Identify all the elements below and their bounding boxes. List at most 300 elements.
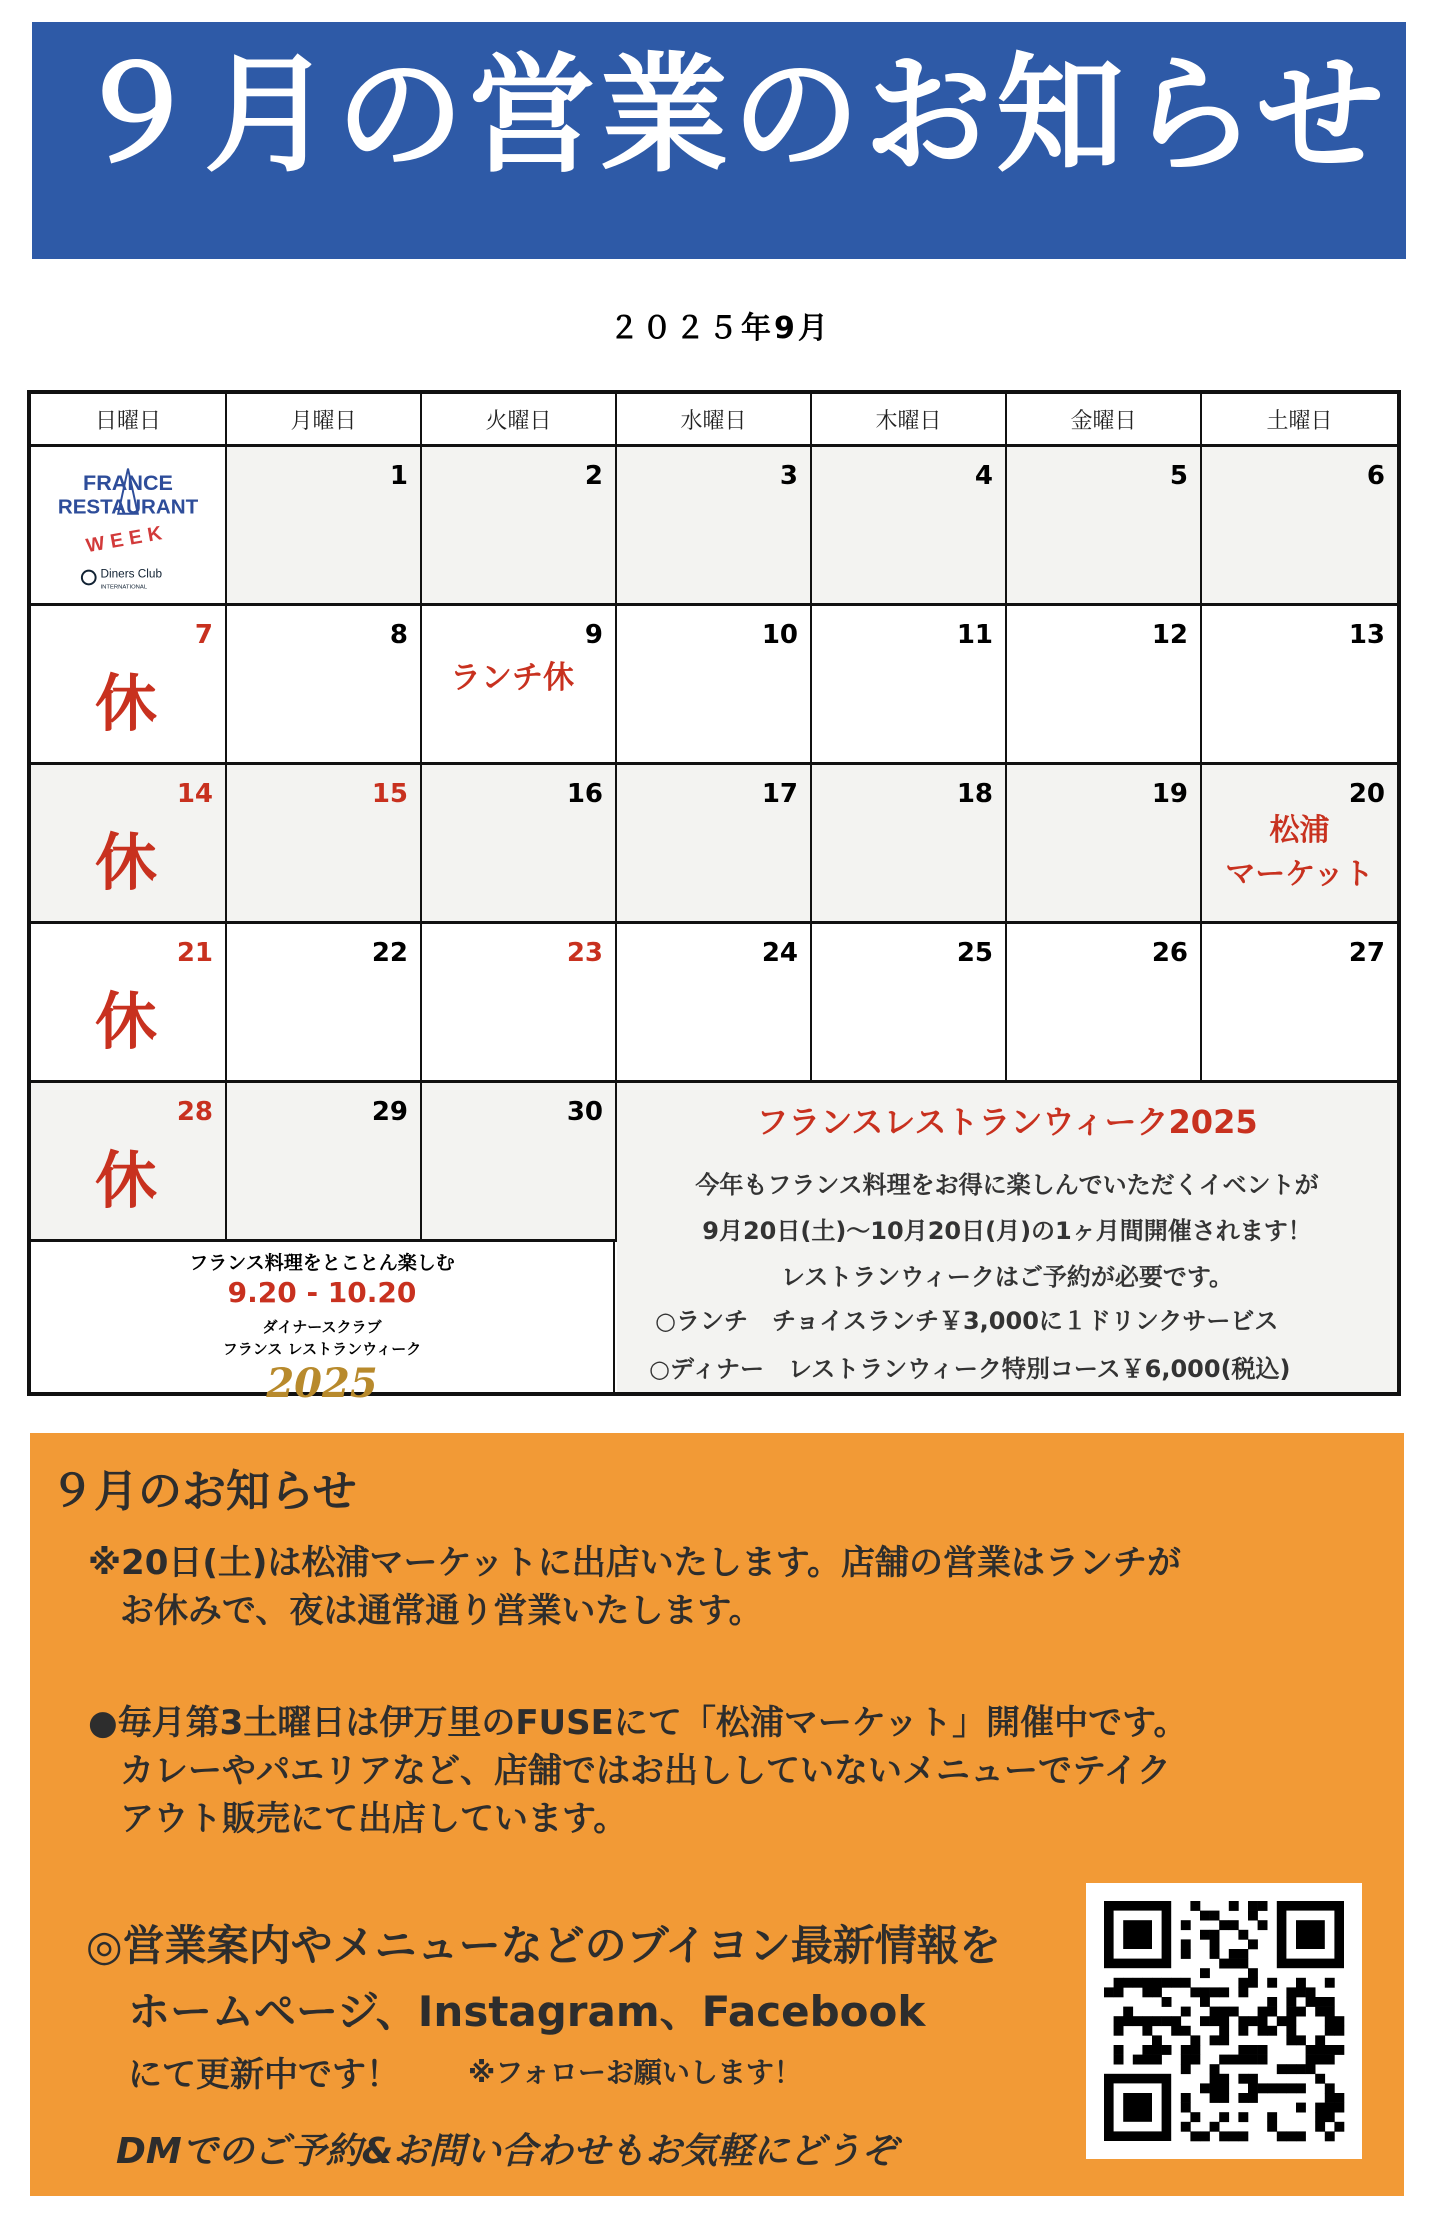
qr-module [1248,2074,1258,2084]
promo-sponsor: ダイナースクラブ [262,1318,382,1336]
qr-module [1190,2131,1200,2141]
qr-module [1219,2112,1229,2122]
qr-module [1133,1978,1143,1988]
day-number: 14 [176,779,213,809]
qr-module [1114,2055,1124,2065]
qr-module [1315,2055,1325,2065]
day-number: 15 [371,779,408,809]
day-number: 13 [1348,620,1385,650]
qr-module [1334,2016,1344,2026]
qr-module [1248,2016,1258,2026]
qr-module [1190,1987,1200,1997]
qr-module [1210,1930,1220,1940]
qr-module [1238,2016,1248,2026]
qr-module [1152,1978,1162,1988]
qr-module [1152,2016,1162,2026]
day-cell [1007,447,1202,606]
qr-module [1258,2083,1268,2093]
day-number: 2 [584,461,603,491]
qr-module [1142,2026,1152,2036]
notice-panel [30,1433,1404,2196]
qr-module [1162,2045,1172,2055]
qr-module [1181,1920,1191,1930]
qr-module [1210,1939,1220,1949]
day-cell [227,447,422,606]
qr-module [1325,2103,1335,2113]
qr-module [1210,2122,1220,2132]
qr-module [1171,2016,1181,2026]
qr-module [1315,2035,1325,2045]
lunch-closed-label: ランチ休 [450,660,574,696]
title-banner [32,22,1406,259]
day-cell [227,765,422,924]
event-description-line: 9月20日(土)〜10月20日(月)の1ヶ月間開催されます！ [702,1217,1312,1245]
qr-module [1325,1978,1335,1988]
qr-module [1248,1911,1258,1921]
qr-module [1190,2045,1200,2055]
qr-module [1181,2055,1191,2065]
qr-module [1171,2026,1181,2036]
qr-module [1210,2035,1220,2045]
qr-module [1296,2131,1306,2141]
promo-banner [31,1242,615,1407]
qr-module [1248,2093,1258,2103]
qr-module [1267,2112,1277,2122]
promo-event-name: フランス レストランウィーク [222,1340,422,1358]
day-number: 26 [1151,938,1188,968]
svg-text:FRANCE: FRANCE [83,470,173,496]
day-number: 27 [1348,938,1385,968]
qr-module [1238,2093,1248,2103]
qr-module [1238,1959,1248,1969]
day-cell [1007,606,1202,765]
qr-module [1286,2026,1296,2036]
calendar-grid [31,394,1397,1407]
event-description-line: 今年もフランス料理をお得に楽しんでいただくイベントが [695,1171,1319,1199]
qr-module [1181,2026,1191,2036]
qr-module [1219,2093,1229,2103]
svg-text:RESTAURANT: RESTAURANT [57,495,199,519]
qr-module [1123,2093,1152,2122]
day-number: 10 [761,620,798,650]
qr-module [1152,1987,1162,1997]
qr-module [1286,2064,1296,2074]
qr-module [1219,1959,1229,1969]
day-number: 5 [1169,461,1188,491]
qr-module [1258,2016,1268,2026]
qr-module [1229,2055,1239,2065]
day-cell [812,606,1007,765]
qr-module [1123,2016,1133,2026]
qr-module [1181,1939,1191,1949]
qr-module [1200,2131,1210,2141]
day-cell [422,765,617,924]
day-number: 24 [761,938,798,968]
follow-request: ※フォローお願いします！ [468,2056,802,2089]
notice-text: カレーやパエリアなど、店舗ではお出ししていないメニューでテイク [120,1751,1171,1791]
day-number: 9 [584,620,603,650]
qr-module [1219,2026,1229,2036]
day-cell [31,606,227,765]
qr-module [1296,2064,1306,2074]
day-number: 20 [1348,779,1385,809]
weekday-wednesday: 水曜日 [617,394,812,447]
qr-module [1181,1949,1191,1959]
qr-module [1219,1987,1229,1997]
qr-module [1238,2074,1248,2084]
qr-module [1181,2093,1191,2103]
qr-module [1190,2112,1200,2122]
qr-module [1315,2074,1325,2084]
day-number: 7 [194,620,213,650]
qr-module [1315,1997,1325,2007]
qr-module [1219,2083,1229,2093]
qr-module [1229,2131,1239,2141]
qr-module [1296,1920,1325,1949]
day-cell [422,447,617,606]
qr-module [1181,2122,1191,2132]
qr-module [1315,2103,1325,2113]
event-info-box [617,1083,1397,1392]
qr-module [1258,1901,1268,1911]
day-number: 12 [1151,620,1188,650]
qr-module [1123,1920,1152,1949]
qr-module [1210,2093,1220,2103]
day-number: 16 [566,779,603,809]
day-cell [422,606,617,765]
qr-module [1334,2045,1344,2055]
qr-module [1238,1978,1248,1988]
qr-module [1162,2016,1172,2026]
logo-cell [31,447,227,606]
day-cell [617,924,812,1083]
day-cell [812,765,1007,924]
day-cell [617,765,812,924]
qr-module [1200,2083,1210,2093]
day-number: 19 [1151,779,1188,809]
calendar [27,390,1401,1407]
qr-module [1219,2007,1229,2017]
qr-module [1296,1978,1306,1988]
qr-module [1123,2007,1133,2017]
qr-module [1219,2035,1229,2045]
promo-dates: 9.20 - 10.20 [227,1276,417,1309]
france-restaurant-week-logo [31,447,225,603]
qr-module [1258,2045,1268,2055]
qr-module [1286,1987,1296,1997]
qr-module [1210,1949,1220,1959]
day-number: 3 [779,461,798,491]
day-cell [1202,924,1397,1083]
qr-module [1229,1920,1239,1930]
svg-text:Diners Club: Diners Club [100,567,162,581]
qr-module [1334,2103,1344,2113]
qr-module [1219,2055,1229,2065]
qr-module [1325,2007,1335,2017]
qr-module [1114,2016,1124,2026]
qr-module [1229,1959,1239,1969]
qr-module [1229,1949,1239,1959]
qr-module [1210,2016,1220,2026]
day-number: 17 [761,779,798,809]
qr-module [1200,1911,1210,1921]
day-number: 23 [566,938,603,968]
qr-module [1248,2055,1258,2065]
qr-module [1219,2016,1229,2026]
qr-module [1325,2055,1335,2065]
weekday-tuesday: 火曜日 [422,394,617,447]
qr-module [1248,2045,1258,2055]
qr-module [1306,1987,1316,1997]
day-cell [1202,765,1397,924]
market-label [1202,809,1397,897]
qr-module [1258,2007,1268,2017]
qr-module [1267,2122,1277,2132]
qr-module [1152,2045,1162,2055]
qr-module [1181,2045,1191,2055]
qr-module [1219,1920,1229,1930]
qr-module [1306,2045,1316,2055]
qr-code[interactable] [1086,1883,1362,2159]
qr-module [1277,2016,1287,2026]
day-number: 21 [176,938,213,968]
qr-module [1267,2083,1277,2093]
qr-module [1248,1901,1258,1911]
day-cell [227,606,422,765]
qr-module [1142,2045,1152,2055]
qr-module [1210,2007,1220,2017]
qr-module [1315,2122,1325,2132]
qr-module [1267,1997,1277,2007]
qr-module [1248,2083,1258,2093]
qr-module [1286,2131,1296,2141]
qr-module [1142,1978,1152,1988]
qr-module [1142,1987,1152,1997]
qr-module [1277,2064,1287,2074]
qr-module [1325,2112,1335,2122]
qr-module [1210,1987,1220,1997]
day-number: 29 [371,1097,408,1127]
qr-module [1238,2026,1248,2036]
qr-module [1267,2026,1277,2036]
svg-text:WEEK: WEEK [84,521,170,558]
day-number: 22 [371,938,408,968]
qr-module [1238,1930,1248,1940]
qr-module [1210,2074,1220,2084]
day-cell [31,924,227,1083]
qr-module [1238,2045,1248,2055]
qr-module [1248,1968,1258,1978]
qr-module [1104,1987,1114,1997]
qr-module [1258,2055,1268,2065]
day-cell [1202,447,1397,606]
qr-module [1296,1987,1306,1997]
holiday-mark: 休 [95,1144,158,1217]
qr-module [1325,1997,1335,2007]
qr-module [1334,2026,1344,2036]
qr-module [1296,2035,1306,2045]
day-number: 1 [389,461,408,491]
qr-module [1152,2035,1162,2045]
qr-module [1181,2064,1191,2074]
day-cell [422,1083,617,1242]
qr-module [1114,1978,1124,1988]
qr-module [1200,1930,1210,1940]
qr-module [1133,2016,1143,2026]
qr-module [1190,2055,1200,2065]
day-number: 6 [1366,461,1385,491]
page-title: ９月の営業のお知らせ [72,41,1389,190]
qr-module [1210,2083,1220,2093]
weekday-sunday: 日曜日 [31,394,227,447]
day-number: 18 [956,779,993,809]
qr-module [1238,1949,1248,1959]
event-description-line: レストランウィークはご予約が必要です。 [781,1263,1233,1291]
qr-module [1123,1978,1133,1988]
qr-module [1296,2007,1306,2017]
market-label-line1: 松浦 [1269,813,1330,848]
svg-text:INTERNATIONAL: INTERNATIONAL [100,584,148,591]
qr-module [1181,2103,1191,2113]
qr-module [1286,2007,1296,2017]
qr-module [1181,2007,1191,2017]
notice-text: ●毎月第3土曜日は伊万里のFUSEにて「松浦マーケット」開催中です。 [88,1703,1188,1743]
qr-code-image[interactable] [1086,1883,1362,2159]
qr-module [1142,2016,1152,2026]
qr-module [1162,1997,1172,2007]
qr-module [1210,1911,1220,1921]
day-cell [812,924,1007,1083]
qr-module [1334,2093,1344,2103]
qr-module [1219,2074,1229,2084]
day-cell [422,924,617,1083]
holiday-mark: 休 [95,826,158,899]
weekday-saturday: 土曜日 [1202,394,1397,447]
qr-module [1325,2131,1335,2141]
qr-module [1142,2055,1152,2065]
market-label-line2: マーケット [1225,857,1374,892]
notice-text: お休みで、夜は通常通り営業いたします。 [120,1591,763,1631]
qr-module [1114,2045,1124,2055]
qr-module [1248,1978,1258,1988]
qr-module [1238,1987,1248,1997]
qr-module [1306,2064,1316,2074]
day-number: 8 [389,620,408,650]
qr-module [1315,2007,1325,2017]
qr-module [1334,2122,1344,2132]
qr-module [1229,2007,1239,2017]
qr-module [1200,2016,1210,2026]
day-number: 30 [566,1097,603,1127]
qr-module [1190,2035,1200,2045]
event-title: フランスレストランウィーク2025 [756,1103,1258,1141]
day-number: 11 [956,620,993,650]
qr-module [1171,1978,1181,1988]
qr-module [1325,2093,1335,2103]
qr-module [1325,2083,1335,2093]
holiday-mark: 休 [95,985,158,1058]
day-cell [31,765,227,924]
qr-module [1325,2016,1335,2026]
qr-module [1229,1901,1239,1911]
day-cell [227,924,422,1083]
dm-contact-text: DMでのご予約&お問い合わせもお気軽にどうぞ [116,2131,898,2172]
qr-module [1325,2026,1335,2036]
notice-title: ９月のお知らせ [50,1466,357,1517]
event-dinner-line: ○ディナー レストランウィーク特別コース￥6,000(税込) [649,1355,1291,1383]
qr-module [1152,2055,1162,2065]
qr-module [1114,1987,1124,1997]
qr-module [1162,1978,1172,1988]
day-cell [227,1083,422,1242]
qr-module [1277,2083,1287,2093]
month-label: ２０２５年9月 [609,311,831,346]
qr-module [1315,2112,1325,2122]
qr-module [1286,1997,1296,2007]
day-cell [617,606,812,765]
qr-module [1286,2035,1296,2045]
day-number: 4 [974,461,993,491]
qr-module [1286,2016,1296,2026]
qr-module [1181,1978,1191,1988]
qr-module [1286,2083,1296,2093]
day-cell [1007,765,1202,924]
day-number: 25 [956,938,993,968]
promo-tagline: フランス料理をとことん楽しむ [189,1252,455,1274]
holiday-mark: 休 [95,667,158,740]
qr-module [1296,2103,1306,2113]
notice-text: ※20日(土)は松浦マーケットに出店いたします。店舗の営業はランチが [88,1543,1182,1583]
qr-module [1219,2131,1229,2141]
info-headline: ◎営業案内やメニューなどのブイヨン最新情報を [86,1921,1001,1970]
event-lunch-line: ○ランチ チョイスランチ￥3,000に１ドリンクサービス [655,1307,1279,1335]
qr-module [1210,2064,1220,2074]
weekday-friday: 金曜日 [1007,394,1202,447]
qr-module [1238,2112,1248,2122]
qr-module [1238,2131,1248,2141]
qr-module [1277,2131,1287,2141]
day-cell [1202,606,1397,765]
qr-module [1190,1901,1200,1911]
qr-module [1200,1997,1210,2007]
qr-module [1200,1987,1210,1997]
promo-year: 2025 [266,1360,378,1407]
qr-module [1200,1968,1210,1978]
day-cell [1007,924,1202,1083]
qr-module [1267,1978,1277,1988]
qr-module [1267,2007,1277,2017]
qr-module [1315,2045,1325,2055]
qr-module [1258,1920,1268,1930]
qr-module [1258,2026,1268,2036]
qr-module [1296,2083,1306,2093]
weekday-thursday: 木曜日 [812,394,1007,447]
qr-module [1114,2026,1124,2036]
qr-module [1306,2055,1316,2065]
day-cell [31,1083,227,1242]
update-text: にて更新中です！ [128,2055,400,2095]
day-cell [617,447,812,606]
notice-text: アウト販売にて出店しています。 [120,1799,628,1839]
weekday-monday: 月曜日 [227,394,422,447]
qr-module [1325,2045,1335,2055]
day-number: 28 [176,1097,213,1127]
social-links-text: ホームページ、Instagram、Facebook [128,1987,926,2036]
qr-module [1238,2055,1248,2065]
qr-module [1306,1997,1316,2007]
qr-module [1248,1939,1258,1949]
qr-module [1133,2055,1143,2065]
